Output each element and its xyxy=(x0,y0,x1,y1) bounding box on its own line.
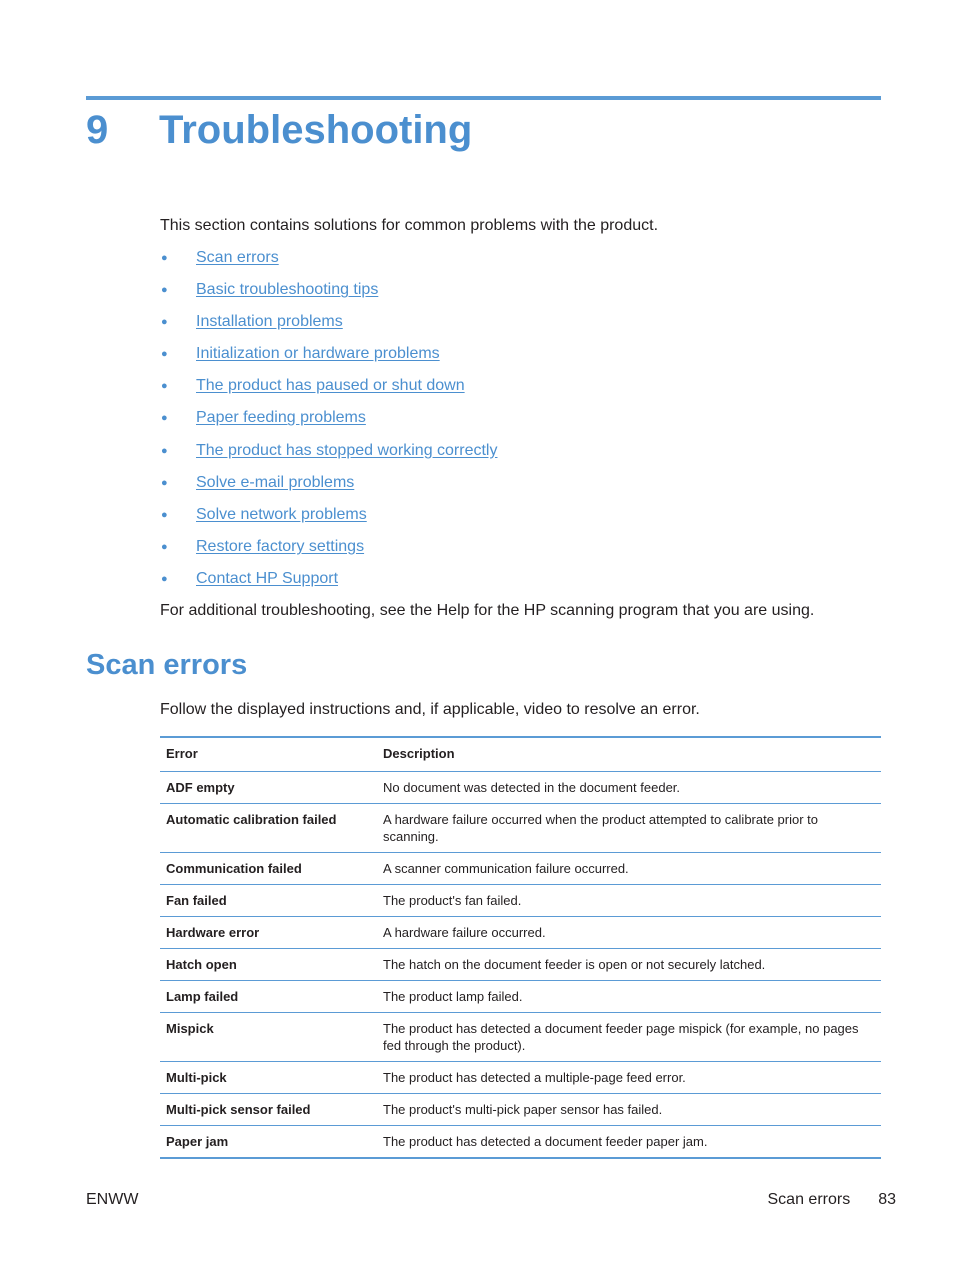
error-name: Communication failed xyxy=(160,853,377,885)
error-description: The product's multi-pick paper sensor has failed. xyxy=(377,1094,881,1126)
toc-item xyxy=(160,567,497,599)
intro-paragraph: This section contains solutions for common problems with the product. xyxy=(160,217,659,234)
bullet-icon: ● xyxy=(161,284,168,297)
error-description: A scanner communication failure occurred. xyxy=(377,853,881,885)
scan-errors-table xyxy=(160,736,881,1159)
bullet-icon: ● xyxy=(161,412,168,425)
toc-link-factory-settings[interactable]: Restore factory settings xyxy=(196,537,365,555)
toc-link-scan-errors[interactable]: Scan errors xyxy=(196,249,279,266)
toc-item xyxy=(160,503,497,535)
column-header-description: Description xyxy=(377,737,881,772)
error-description: A hardware failure occurred when the product attempted to calibrate prior to scanning. xyxy=(377,804,881,853)
toc-link-paper-feeding[interactable]: Paper feeding problems xyxy=(196,409,366,427)
column-header-error: Error xyxy=(160,737,377,772)
chapter-top-rule xyxy=(86,96,881,100)
additional-paragraph: For additional troubleshooting, see the Help for the HP scanning program that you are using. xyxy=(160,602,815,619)
error-name: Multi-pick xyxy=(160,1062,377,1094)
bullet-icon: ● xyxy=(161,444,168,457)
toc-item xyxy=(160,374,497,406)
bullet-icon: ● xyxy=(161,316,168,329)
error-name: Mispick xyxy=(160,1013,377,1062)
table-row xyxy=(160,949,881,981)
error-name: Paper jam xyxy=(166,1134,229,1149)
error-description: The product lamp failed. xyxy=(377,981,881,1013)
table-row xyxy=(160,772,881,804)
error-description: The hatch on the document feeder is open or not securely latched. xyxy=(377,949,881,981)
toc-item xyxy=(160,406,497,438)
footer-section-name: Scan errors xyxy=(767,1191,851,1208)
toc-item xyxy=(160,471,497,503)
error-name: ADF empty xyxy=(160,772,377,804)
table-row xyxy=(160,1062,881,1094)
footer-right xyxy=(768,1188,897,1212)
table-row xyxy=(160,853,881,885)
error-name: Lamp failed xyxy=(160,981,377,1013)
chapter-heading xyxy=(86,104,472,156)
toc-link-stopped-working[interactable]: The product has stopped working correctly xyxy=(196,441,498,459)
toc-link-basic-troubleshooting[interactable]: Basic troubleshooting tips xyxy=(196,281,379,299)
table-row xyxy=(160,1126,881,1159)
table-row xyxy=(160,981,881,1013)
toc-link-network[interactable]: Solve network problems xyxy=(196,505,367,523)
toc-item xyxy=(160,278,497,310)
table-row xyxy=(160,917,881,949)
bullet-icon: ● xyxy=(161,380,168,393)
error-description: No document was detected in the document feeder. xyxy=(377,772,881,804)
toc-item xyxy=(160,535,497,567)
error-name: Fan failed xyxy=(160,885,377,917)
toc-list xyxy=(160,246,497,599)
error-description: The product has detected a multiple-page feed error. xyxy=(377,1062,881,1094)
page-number: 83 xyxy=(878,1191,896,1208)
chapter-number: 9 xyxy=(86,108,109,152)
bullet-icon: ● xyxy=(161,540,168,553)
toc-item xyxy=(160,246,497,278)
toc-link-hp-support[interactable]: Contact HP Support xyxy=(196,569,339,587)
toc-item xyxy=(160,342,497,374)
error-name: Multi-pick sensor failed xyxy=(160,1094,377,1126)
error-name: Hatch open xyxy=(160,949,377,981)
section-title: Scan errors xyxy=(86,649,248,681)
toc-link-paused[interactable]: The product has paused or shut down xyxy=(196,377,465,395)
bullet-icon: ● xyxy=(161,348,168,361)
table-row xyxy=(160,804,881,853)
bullet-icon: ● xyxy=(161,572,168,585)
chapter-title: Troubleshooting xyxy=(159,108,473,152)
error-description: The product has detected a document feeder paper jam. xyxy=(383,1134,708,1149)
table-row xyxy=(160,885,881,917)
toc-link-initialization[interactable]: Initialization or hardware problems xyxy=(196,345,440,363)
error-description: The product has detected a document feeder page mispick (for example, no pages fed through the product). xyxy=(377,1013,881,1062)
error-name: Automatic calibration failed xyxy=(160,804,377,853)
toc-link-email[interactable]: Solve e-mail problems xyxy=(196,473,355,491)
table-row xyxy=(160,1094,881,1126)
toc-link-installation[interactable]: Installation problems xyxy=(196,313,343,331)
error-name: Hardware error xyxy=(160,917,377,949)
bullet-icon: ● xyxy=(161,476,168,489)
bullet-icon: ● xyxy=(161,252,168,264)
error-description: The product's fan failed. xyxy=(377,885,881,917)
toc-item xyxy=(160,439,497,471)
table-row xyxy=(160,1013,881,1062)
section-intro: Follow the displayed instructions and, if applicable, video to resolve an error. xyxy=(160,701,700,718)
error-description: A hardware failure occurred. xyxy=(377,917,881,949)
table-header-row xyxy=(160,737,881,772)
toc-item xyxy=(160,310,497,342)
footer-enww: ENWW xyxy=(86,1191,139,1208)
bullet-icon: ● xyxy=(161,508,168,521)
